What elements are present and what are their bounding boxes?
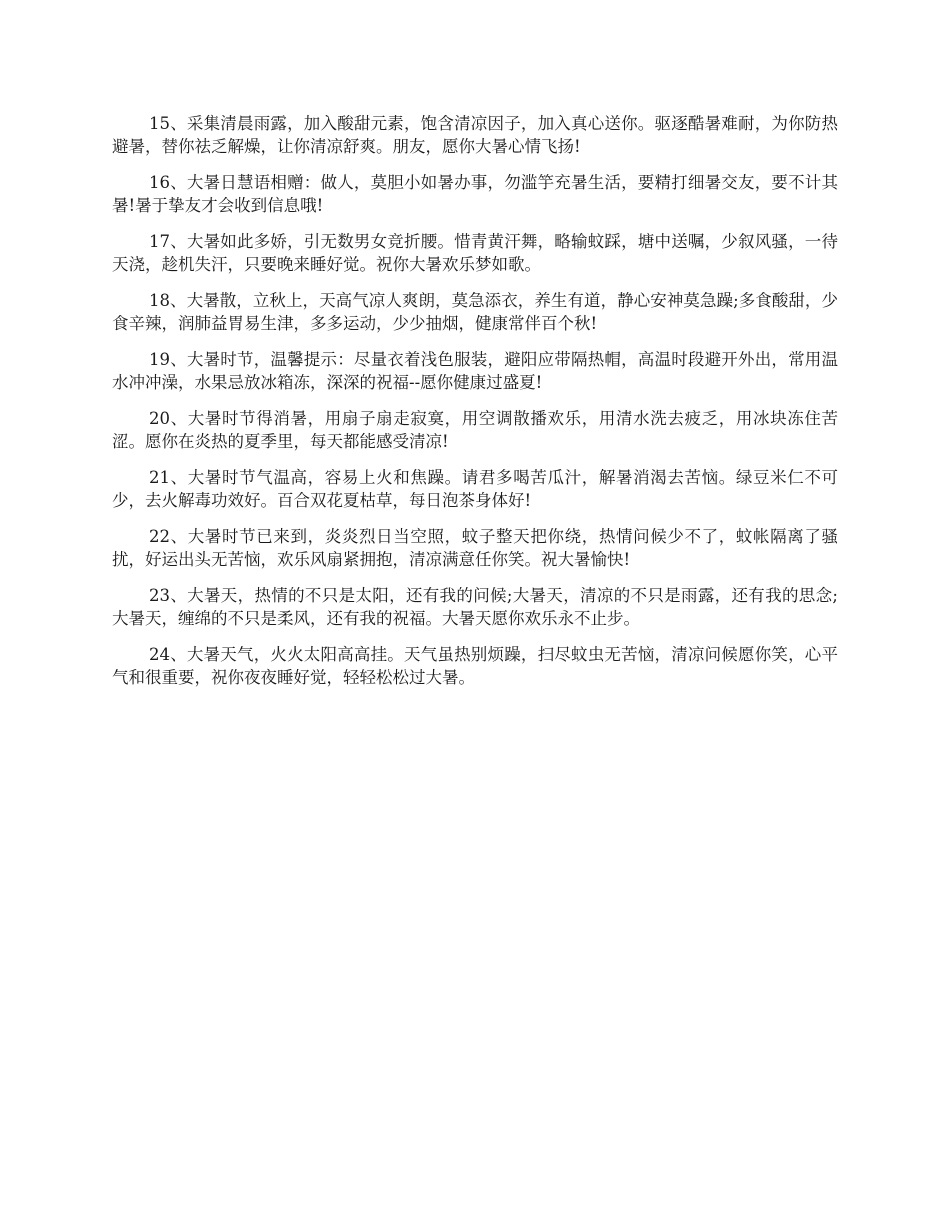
paragraph-17: 17、大暑如此多娇，引无数男女竞折腰。惜青黄汗舞，略输蚊踩，塘中送嘱，少叙风骚，一待天浇，趁机失汗，只要晚来睡好觉。祝你大暑欢乐梦如歌。	[112, 232, 838, 274]
paragraph-18: 18、大暑散，立秋上，天高气凉人爽朗，莫急添衣，养生有道，静心安神莫急躁;多食酸甜，少食辛辣，润肺益胃易生津，多多运动，少少抽烟，健康常伴百个秋!	[112, 291, 838, 333]
paragraph-23: 23、大暑天，热情的不只是太阳，还有我的问候;大暑天，清凉的不只是雨露，还有我的思念;大暑天，缠绵的不只是柔风，还有我的祝福。大暑天愿你欢乐永不止步。	[112, 586, 838, 628]
paragraph-16: 16、大暑日慧语相赠：做人，莫胆小如暑办事，勿滥竽充暑生活，要精打细暑交友，要不计其暑!暑于挚友才会收到信息哦!	[112, 173, 838, 215]
paragraph-20: 20、大暑时节得消暑，用扇子扇走寂寞，用空调散播欢乐，用清水洗去疲乏，用冰块冻住苦涩。愿你在炎热的夏季里，每天都能感受清凉!	[112, 409, 838, 451]
paragraph-24: 24、大暑天气，火火太阳高高挂。天气虽热别烦躁，扫尽蚊虫无苦恼，清凉问候愿你笑，心平气和很重要，祝你夜夜睡好觉，轻轻松松过大暑。	[112, 645, 838, 687]
paragraph-19: 19、大暑时节，温馨提示：尽量衣着浅色服装，避阳应带隔热帽，高温时段避开外出，常用温水冲冲澡，水果忌放冰箱冻，深深的祝福--愿你健康过盛夏!	[112, 350, 838, 392]
document-body	[112, 112, 838, 702]
paragraph-15: 15、采集清晨雨露，加入酸甜元素，饱含清凉因子，加入真心送你。驱逐酷暑难耐，为你防热避暑，替你祛乏解燥，让你清凉舒爽。朋友，愿你大暑心情飞扬!	[112, 114, 838, 156]
paragraph-21: 21、大暑时节气温高，容易上火和焦躁。请君多喝苦瓜汁，解暑消渴去苦恼。绿豆米仁不可少，去火解毒功效好。百合双花夏枯草，每日泡茶身体好!	[112, 468, 838, 510]
paragraph-22: 22、大暑时节已来到，炎炎烈日当空照，蚊子整天把你绕，热情问候少不了，蚊帐隔离了骚扰，好运出头无苦恼，欢乐风扇紧拥抱，清凉满意任你笑。祝大暑愉快!	[112, 527, 838, 569]
